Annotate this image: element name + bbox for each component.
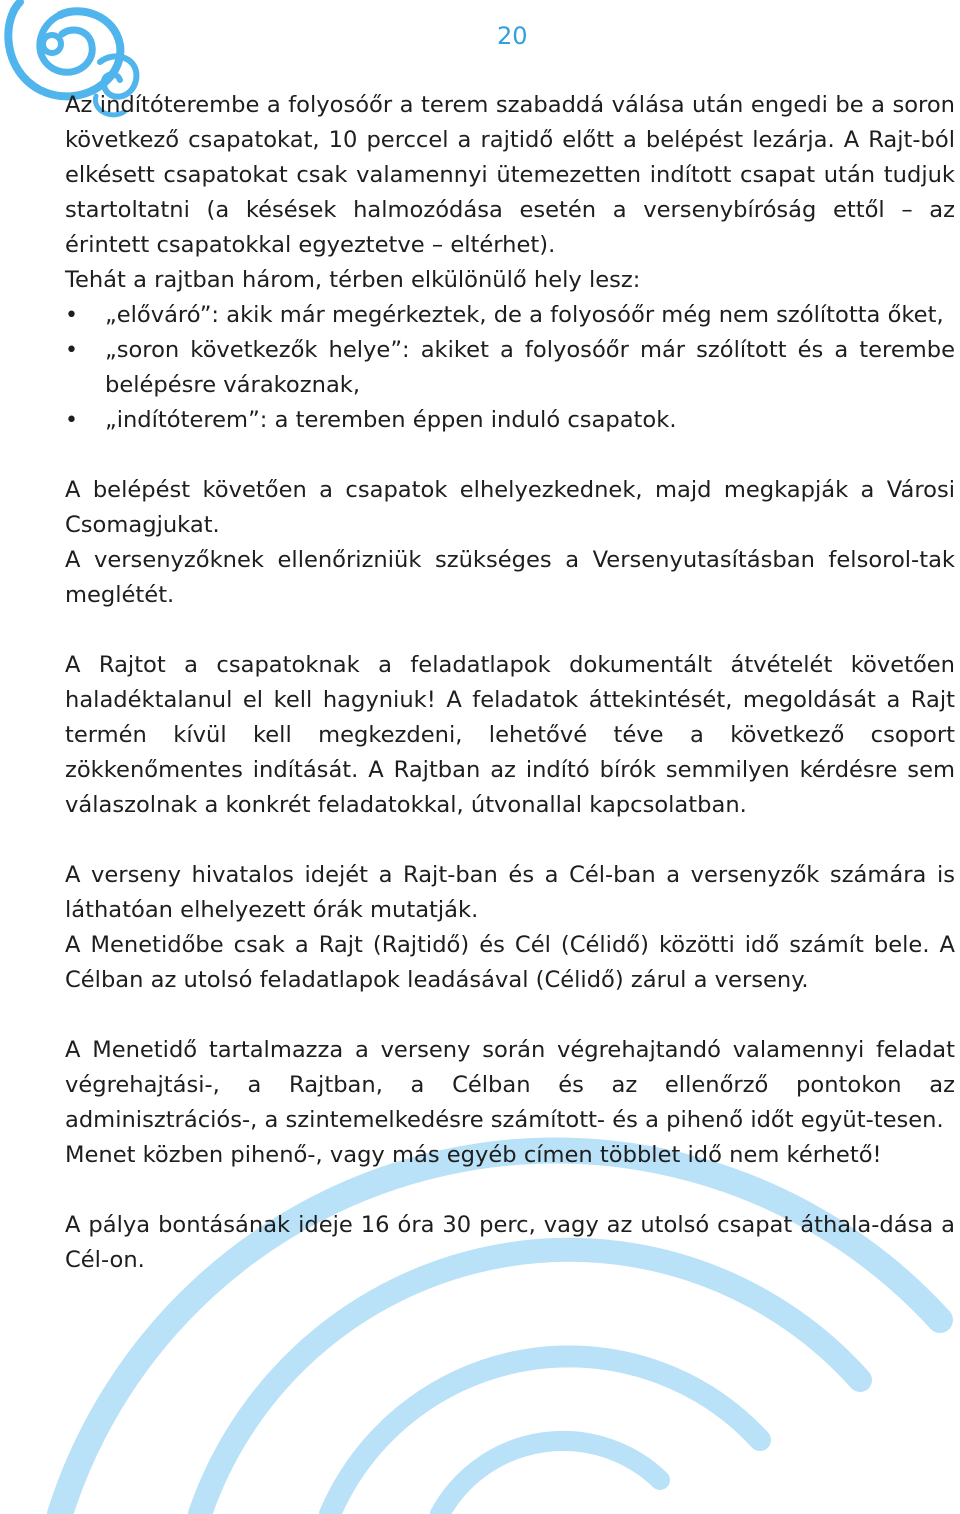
- document-body: [65, 88, 955, 1278]
- spiral-ring-2: [200, 1250, 860, 1514]
- paragraph-hivatalos-ido: A verseny hivatalos idejét a Rajt-ban és a Cél-ban a versenyzők számára is láthatóan elhelyezett órák mutatják.: [65, 862, 955, 923]
- bullet-icon: •: [65, 338, 78, 363]
- paragraph-pihenoido: Menet közben pihenő-, vagy más egyéb címen többlet idő nem kérhető!: [65, 1142, 882, 1168]
- spacer: [65, 438, 955, 473]
- list-item-text: „soron következők helye”: akiket a folyosóőr már szólított és a terembe belépésre várakoznak,: [105, 337, 955, 398]
- paragraph-indito-terem: Az indítóterembe a folyosóőr a terem szabaddá válása után engedi be a soron következő csapatokat, 10 perccel a rajtidő előtt a belépést lezárja. A Rajt-ból elkésett csapatokat csak valamennyi ütemezetten indított csapat után tudjuk startoltatni (a késések halmozódása esetén a versenybíróság ettől – az érintett csapatokkal egyeztetve – eltérhet).: [65, 92, 955, 258]
- list-item: [65, 298, 955, 333]
- spacer: [65, 998, 955, 1033]
- logo-spiral-middle: [40, 15, 92, 72]
- spacer: [65, 823, 955, 858]
- paragraph-belepes: A belépést követően a csapatok elhelyezkednek, majd megkapják a Városi Csomagjukat.: [65, 477, 955, 538]
- spiral-ring-inner: [440, 1441, 660, 1514]
- page-number: 20: [497, 22, 528, 50]
- spacer: [65, 613, 955, 648]
- list-item: [65, 333, 955, 403]
- paragraph-ellenorzes: A versenyzőknek ellenőrizniük szükséges a Versenyutasításban felsorol-tak meglétét.: [65, 547, 955, 608]
- paragraph-menetido: A Menetidőbe csak a Rajt (Rajtidő) és Cél (Célidő) közötti idő számít bele. A Célban az utolsó feladatlapok leadásával (Célidő) zárul a verseny.: [65, 932, 955, 993]
- bullet-icon: •: [65, 303, 78, 328]
- paragraph-menetido-tartalom: A Menetidő tartalmazza a verseny során végrehajtandó valamennyi feladat végrehajtási-, a Rajtban, a Célban és az ellenőrző pontokon az adminisztrációs-, a szintemelkedésre számított- és a pihenő időt együt-tesen.: [65, 1037, 955, 1133]
- list-item-text: „indítóterem”: a teremben éppen induló csapatok.: [105, 407, 677, 433]
- paragraph-rajt-helyek: Tehát a rajtban három, térben elkülönülő hely lesz:: [65, 267, 641, 293]
- logo-spiral-center: [43, 35, 61, 53]
- bullet-icon: •: [65, 408, 78, 433]
- paragraph-palya-bontas: A pálya bontásának ideje 16 óra 30 perc, vagy az utolsó csapat áthala-dása a Cél-on.: [65, 1212, 955, 1273]
- list-item: [65, 403, 955, 438]
- list-item-text: „előváró”: akik már megérkeztek, de a folyosóőr még nem szólította őket,: [105, 302, 944, 328]
- rajt-helyek-list: [65, 298, 955, 438]
- spacer: [65, 1173, 955, 1208]
- paragraph-rajt-elhagyas: A Rajtot a csapatoknak a feladatlapok dokumentált átvételét követően haladéktalanul el kell hagyniuk! A feladatok áttekintését, megoldását a Rajt termén kívül kell megkezdeni, lehetővé téve a következő csoport zökkenőmentes indítását. A Rajtban az indító bírók semmilyen kérdésre sem válaszolnak a konkrét feladatokkal, útvonallal kapcsolatban.: [65, 652, 955, 818]
